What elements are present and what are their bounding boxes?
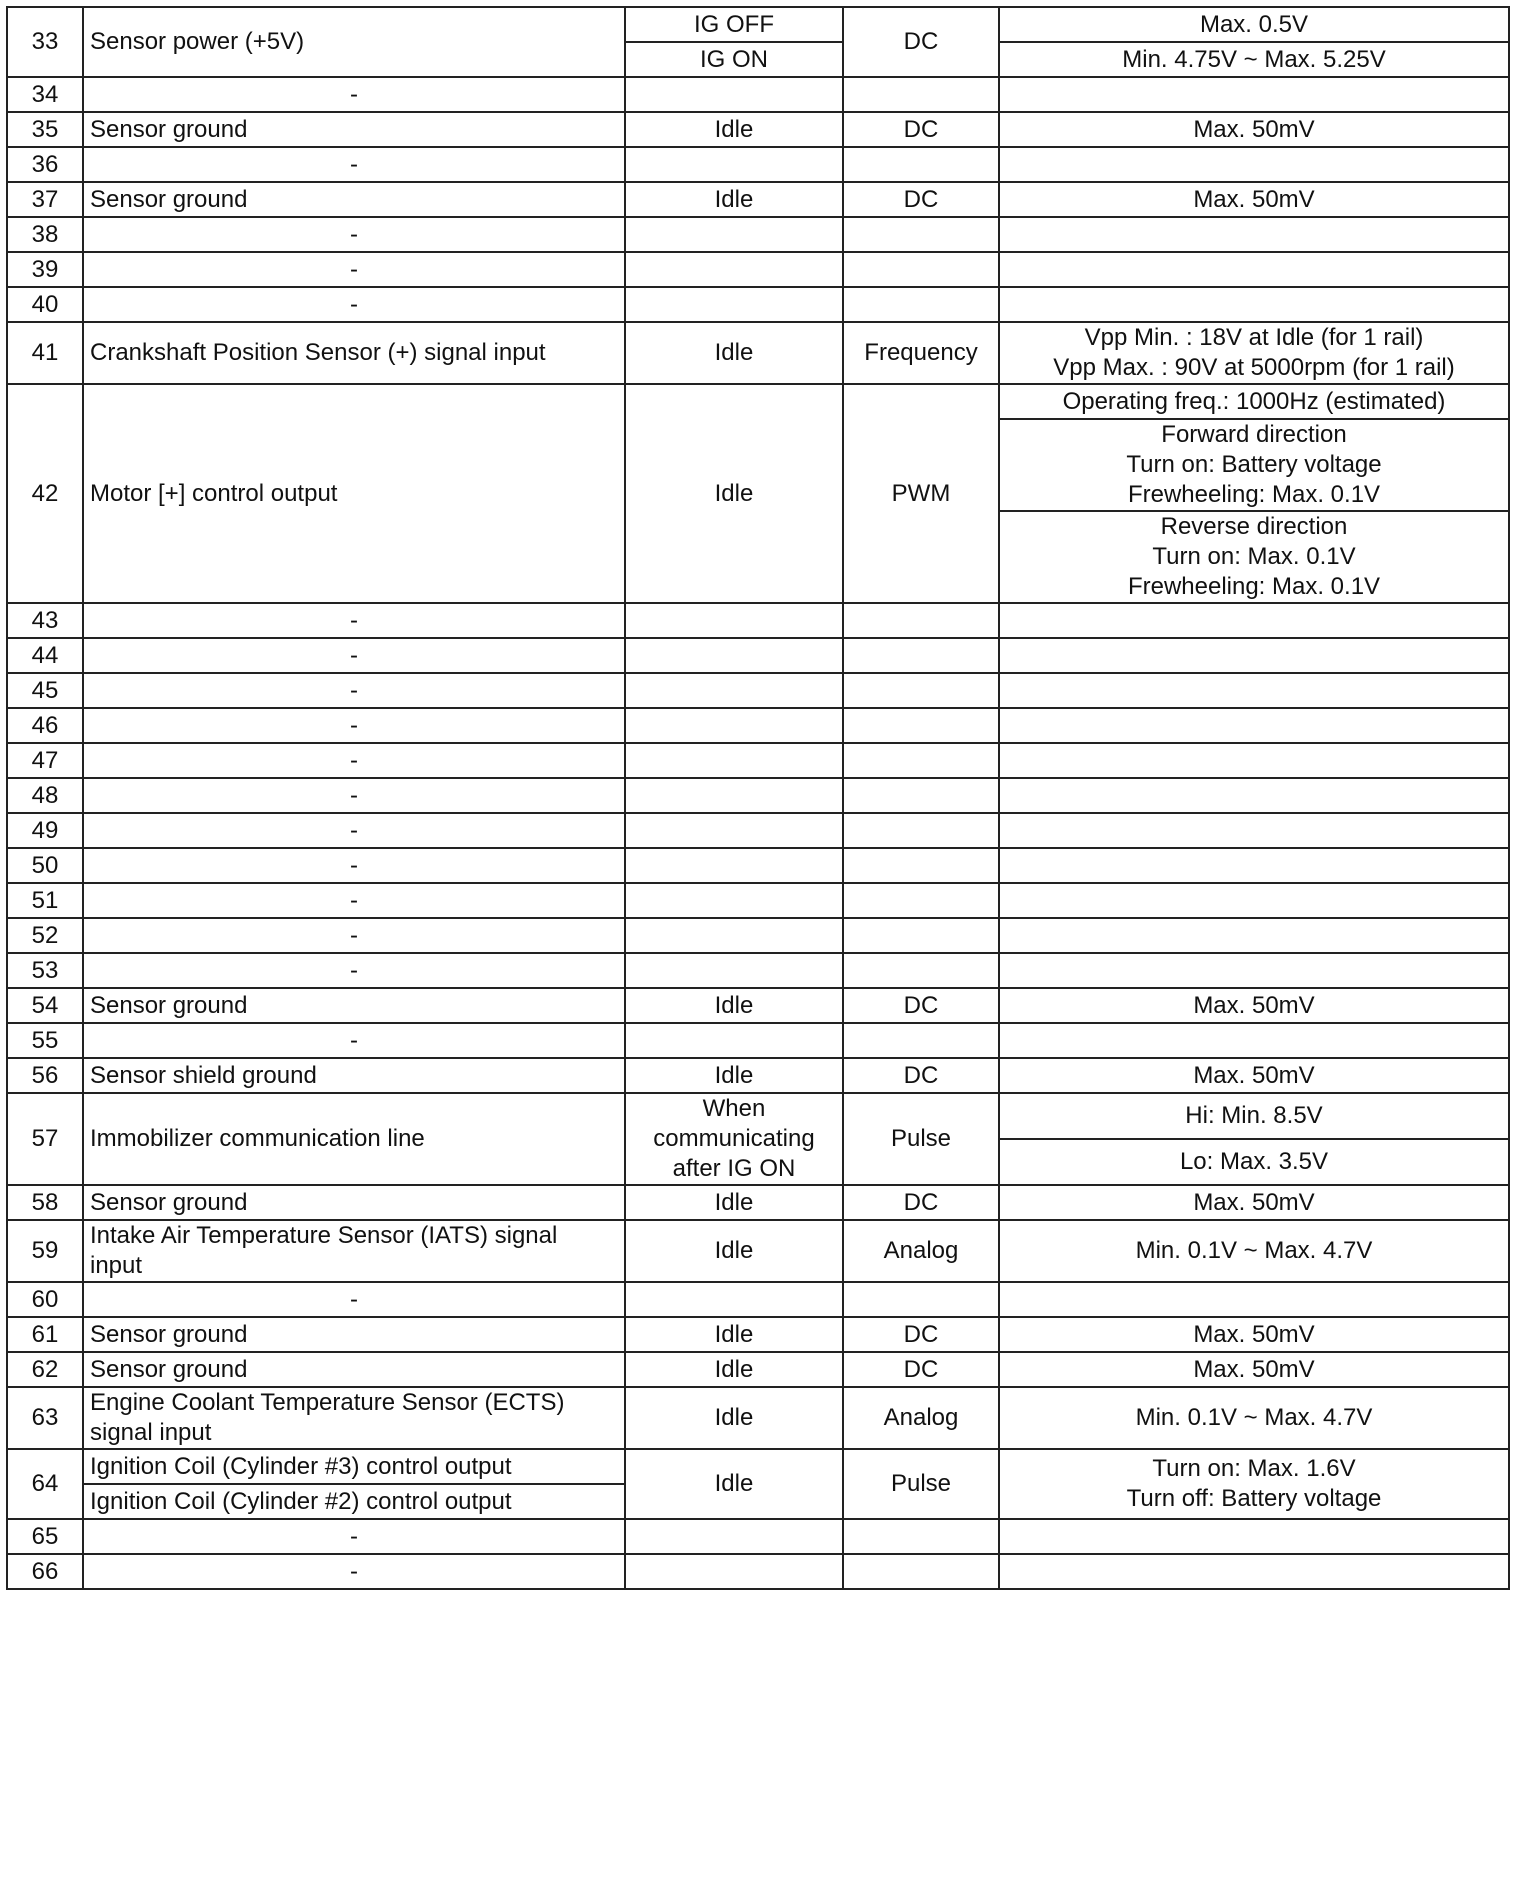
pin-condition [625, 708, 843, 743]
pin-number: 39 [7, 252, 83, 287]
pin-number: 56 [7, 1058, 83, 1093]
pin-number: 61 [7, 1317, 83, 1352]
pin-spec-value: Max. 50mV [999, 988, 1509, 1023]
table-row [7, 638, 1509, 673]
pin-spec-value: Max. 50mV [999, 1317, 1509, 1352]
table-row [7, 1023, 1509, 1058]
pin-description: - [83, 638, 625, 673]
table-row [7, 1352, 1509, 1387]
table-row [7, 953, 1509, 988]
table-row [7, 147, 1509, 182]
signal-type [843, 638, 999, 673]
table-row [7, 1185, 1509, 1220]
pin-spec-value: Forward direction Turn on: Battery voltage Frewheeling: Max. 0.1V [999, 419, 1509, 511]
pin-number: 41 [7, 322, 83, 384]
pin-spec-value [999, 743, 1509, 778]
pin-description: Sensor ground [83, 1317, 625, 1352]
pin-spec-value [999, 848, 1509, 883]
table-row [7, 813, 1509, 848]
pin-description: - [83, 1554, 625, 1589]
pin-description: - [83, 778, 625, 813]
pin-number: 50 [7, 848, 83, 883]
pin-description: - [83, 603, 625, 638]
table-row [7, 384, 1509, 419]
pin-number: 52 [7, 918, 83, 953]
signal-type: DC [843, 1317, 999, 1352]
table-row [7, 1519, 1509, 1554]
pin-condition [625, 813, 843, 848]
pin-number: 44 [7, 638, 83, 673]
table-row [7, 1554, 1509, 1589]
pin-spec-value [999, 217, 1509, 252]
pin-description: Sensor shield ground [83, 1058, 625, 1093]
pin-description: Sensor power (+5V) [83, 7, 625, 77]
pin-description: - [83, 1023, 625, 1058]
pin-number: 64 [7, 1449, 83, 1519]
pin-number: 55 [7, 1023, 83, 1058]
pin-spec-value: Lo: Max. 3.5V [999, 1139, 1509, 1185]
pin-description: - [83, 252, 625, 287]
pin-condition [625, 147, 843, 182]
pin-number: 51 [7, 883, 83, 918]
pin-spec-value: Max. 50mV [999, 112, 1509, 147]
signal-type [843, 77, 999, 112]
pin-description: Crankshaft Position Sensor (+) signal input [83, 322, 625, 384]
pin-spec-value [999, 1519, 1509, 1554]
signal-type: Pulse [843, 1093, 999, 1185]
pin-description: Sensor ground [83, 112, 625, 147]
signal-type [843, 603, 999, 638]
table-row [7, 918, 1509, 953]
signal-type: DC [843, 112, 999, 147]
pin-description: Motor [+] control output [83, 384, 625, 603]
pin-condition: Idle [625, 1352, 843, 1387]
pin-spec-value: Min. 0.1V ~ Max. 4.7V [999, 1387, 1509, 1449]
pin-spec-value: Min. 0.1V ~ Max. 4.7V [999, 1220, 1509, 1282]
pin-spec-value [999, 813, 1509, 848]
pin-number: 48 [7, 778, 83, 813]
pin-spec-value: Operating freq.: 1000Hz (estimated) [999, 384, 1509, 419]
pin-number: 40 [7, 287, 83, 322]
pin-condition: Idle [625, 1058, 843, 1093]
table-row [7, 112, 1509, 147]
signal-type [843, 147, 999, 182]
signal-type [843, 1554, 999, 1589]
table-row [7, 7, 1509, 42]
pin-spec-value [999, 252, 1509, 287]
pin-spec-value [999, 603, 1509, 638]
pin-description: Ignition Coil (Cylinder #3) control output [83, 1449, 625, 1484]
pin-description: - [83, 77, 625, 112]
table-row [7, 1449, 1509, 1484]
pin-number: 49 [7, 813, 83, 848]
pin-spec-value: Max. 50mV [999, 1185, 1509, 1220]
pin-spec-value: Hi: Min. 8.5V [999, 1093, 1509, 1139]
signal-type: Pulse [843, 1449, 999, 1519]
pin-spec-value: Max. 50mV [999, 1352, 1509, 1387]
signal-type [843, 848, 999, 883]
pin-condition [625, 918, 843, 953]
pin-condition: Idle [625, 1220, 843, 1282]
pin-spec-value [999, 708, 1509, 743]
table-row [7, 1220, 1509, 1282]
signal-type: DC [843, 1185, 999, 1220]
pin-condition [625, 638, 843, 673]
pin-description: - [83, 673, 625, 708]
pin-number: 45 [7, 673, 83, 708]
pin-condition: IG ON [625, 42, 843, 77]
pin-condition: Idle [625, 384, 843, 603]
table-row [7, 1387, 1509, 1449]
signal-type [843, 1023, 999, 1058]
pin-number: 57 [7, 1093, 83, 1185]
pin-number: 65 [7, 1519, 83, 1554]
pin-description: - [83, 287, 625, 322]
pin-spec-value: Turn on: Max. 1.6V Turn off: Battery voltage [999, 1449, 1509, 1519]
pin-number: 38 [7, 217, 83, 252]
pin-description: - [83, 147, 625, 182]
signal-type: DC [843, 988, 999, 1023]
pin-number: 62 [7, 1352, 83, 1387]
table-row [7, 1282, 1509, 1317]
pin-number: 36 [7, 147, 83, 182]
pin-number: 35 [7, 112, 83, 147]
pin-condition [625, 287, 843, 322]
pin-number: 43 [7, 603, 83, 638]
pin-description: - [83, 953, 625, 988]
pin-spec-value [999, 1023, 1509, 1058]
table-row [7, 1058, 1509, 1093]
signal-type: Analog [843, 1387, 999, 1449]
pin-description: Ignition Coil (Cylinder #2) control output [83, 1484, 625, 1519]
pin-description: Immobilizer communication line [83, 1093, 625, 1185]
signal-type [843, 778, 999, 813]
pin-spec-value [999, 77, 1509, 112]
pin-condition [625, 883, 843, 918]
pin-description: - [83, 743, 625, 778]
pin-spec-value [999, 778, 1509, 813]
table-row [7, 988, 1509, 1023]
pin-condition [625, 252, 843, 287]
pin-number: 63 [7, 1387, 83, 1449]
pin-spec-value: Max. 50mV [999, 1058, 1509, 1093]
pin-description: - [83, 1519, 625, 1554]
pin-spec-value: Vpp Min. : 18V at Idle (for 1 rail) Vpp Max. : 90V at 5000rpm (for 1 rail) [999, 322, 1509, 384]
signal-type [843, 252, 999, 287]
pin-spec-value: Min. 4.75V ~ Max. 5.25V [999, 42, 1509, 77]
pin-number: 42 [7, 384, 83, 603]
signal-type [843, 673, 999, 708]
pin-number: 46 [7, 708, 83, 743]
signal-type [843, 813, 999, 848]
pin-spec-value [999, 147, 1509, 182]
pin-number: 47 [7, 743, 83, 778]
pin-condition [625, 217, 843, 252]
signal-type: DC [843, 1058, 999, 1093]
table-row [7, 778, 1509, 813]
table-row [7, 217, 1509, 252]
table-row [7, 603, 1509, 638]
pin-condition [625, 603, 843, 638]
pin-description: - [83, 217, 625, 252]
signal-type [843, 287, 999, 322]
pin-description: Sensor ground [83, 988, 625, 1023]
pin-description: - [83, 883, 625, 918]
table-row [7, 1093, 1509, 1139]
signal-type [843, 953, 999, 988]
pin-condition: When communicating after IG ON [625, 1093, 843, 1185]
pin-condition [625, 848, 843, 883]
pin-spec-value [999, 918, 1509, 953]
pin-description: Sensor ground [83, 1185, 625, 1220]
pin-condition: Idle [625, 1387, 843, 1449]
pin-condition: Idle [625, 112, 843, 147]
pin-spec-value [999, 1554, 1509, 1589]
table-row [7, 673, 1509, 708]
table-row [7, 848, 1509, 883]
pin-condition: Idle [625, 988, 843, 1023]
signal-type [843, 1282, 999, 1317]
pin-number: 66 [7, 1554, 83, 1589]
table-row [7, 252, 1509, 287]
pin-condition [625, 77, 843, 112]
pin-spec-value [999, 1282, 1509, 1317]
pin-condition [625, 743, 843, 778]
pin-number: 54 [7, 988, 83, 1023]
pin-spec-value [999, 673, 1509, 708]
table-row [7, 743, 1509, 778]
signal-type [843, 708, 999, 743]
table-row [7, 708, 1509, 743]
pin-description: - [83, 813, 625, 848]
signal-type: Analog [843, 1220, 999, 1282]
table-row [7, 322, 1509, 384]
signal-type: Frequency [843, 322, 999, 384]
pin-condition [625, 1282, 843, 1317]
pin-spec-value: Max. 0.5V [999, 7, 1509, 42]
pin-condition: Idle [625, 1317, 843, 1352]
pin-number: 34 [7, 77, 83, 112]
pin-number: 60 [7, 1282, 83, 1317]
pin-spec-value [999, 953, 1509, 988]
pin-description: Intake Air Temperature Sensor (IATS) signal input [83, 1220, 625, 1282]
pin-condition [625, 1023, 843, 1058]
pin-number: 53 [7, 953, 83, 988]
signal-type: DC [843, 182, 999, 217]
pin-description: - [83, 708, 625, 743]
pin-spec-value [999, 638, 1509, 673]
signal-type [843, 883, 999, 918]
signal-type [843, 743, 999, 778]
pin-condition: Idle [625, 322, 843, 384]
pin-condition: IG OFF [625, 7, 843, 42]
pin-spec-value [999, 883, 1509, 918]
pin-condition [625, 673, 843, 708]
pin-spec-value: Reverse direction Turn on: Max. 0.1V Frewheeling: Max. 0.1V [999, 511, 1509, 603]
pin-condition: Idle [625, 1449, 843, 1519]
signal-type [843, 1519, 999, 1554]
table-row [7, 77, 1509, 112]
pin-condition [625, 1519, 843, 1554]
signal-type [843, 918, 999, 953]
pin-condition [625, 1554, 843, 1589]
pin-number: 58 [7, 1185, 83, 1220]
signal-type: DC [843, 7, 999, 77]
pin-description: Sensor ground [83, 1352, 625, 1387]
table-row [7, 1317, 1509, 1352]
pin-description: - [83, 848, 625, 883]
pin-condition [625, 778, 843, 813]
table-row [7, 287, 1509, 322]
pin-table-body [7, 7, 1509, 1589]
pin-spec-value: Max. 50mV [999, 182, 1509, 217]
pin-specification-table [6, 6, 1510, 1590]
signal-type: PWM [843, 384, 999, 603]
pin-description: - [83, 1282, 625, 1317]
pin-condition: Idle [625, 1185, 843, 1220]
pin-number: 37 [7, 182, 83, 217]
signal-type: DC [843, 1352, 999, 1387]
table-row [7, 182, 1509, 217]
pin-spec-value [999, 287, 1509, 322]
pin-description: Engine Coolant Temperature Sensor (ECTS) signal input [83, 1387, 625, 1449]
pin-condition: Idle [625, 182, 843, 217]
signal-type [843, 217, 999, 252]
pin-description: Sensor ground [83, 182, 625, 217]
table-row [7, 883, 1509, 918]
pin-number: 33 [7, 7, 83, 77]
pin-number: 59 [7, 1220, 83, 1282]
pin-description: - [83, 918, 625, 953]
pin-condition [625, 953, 843, 988]
